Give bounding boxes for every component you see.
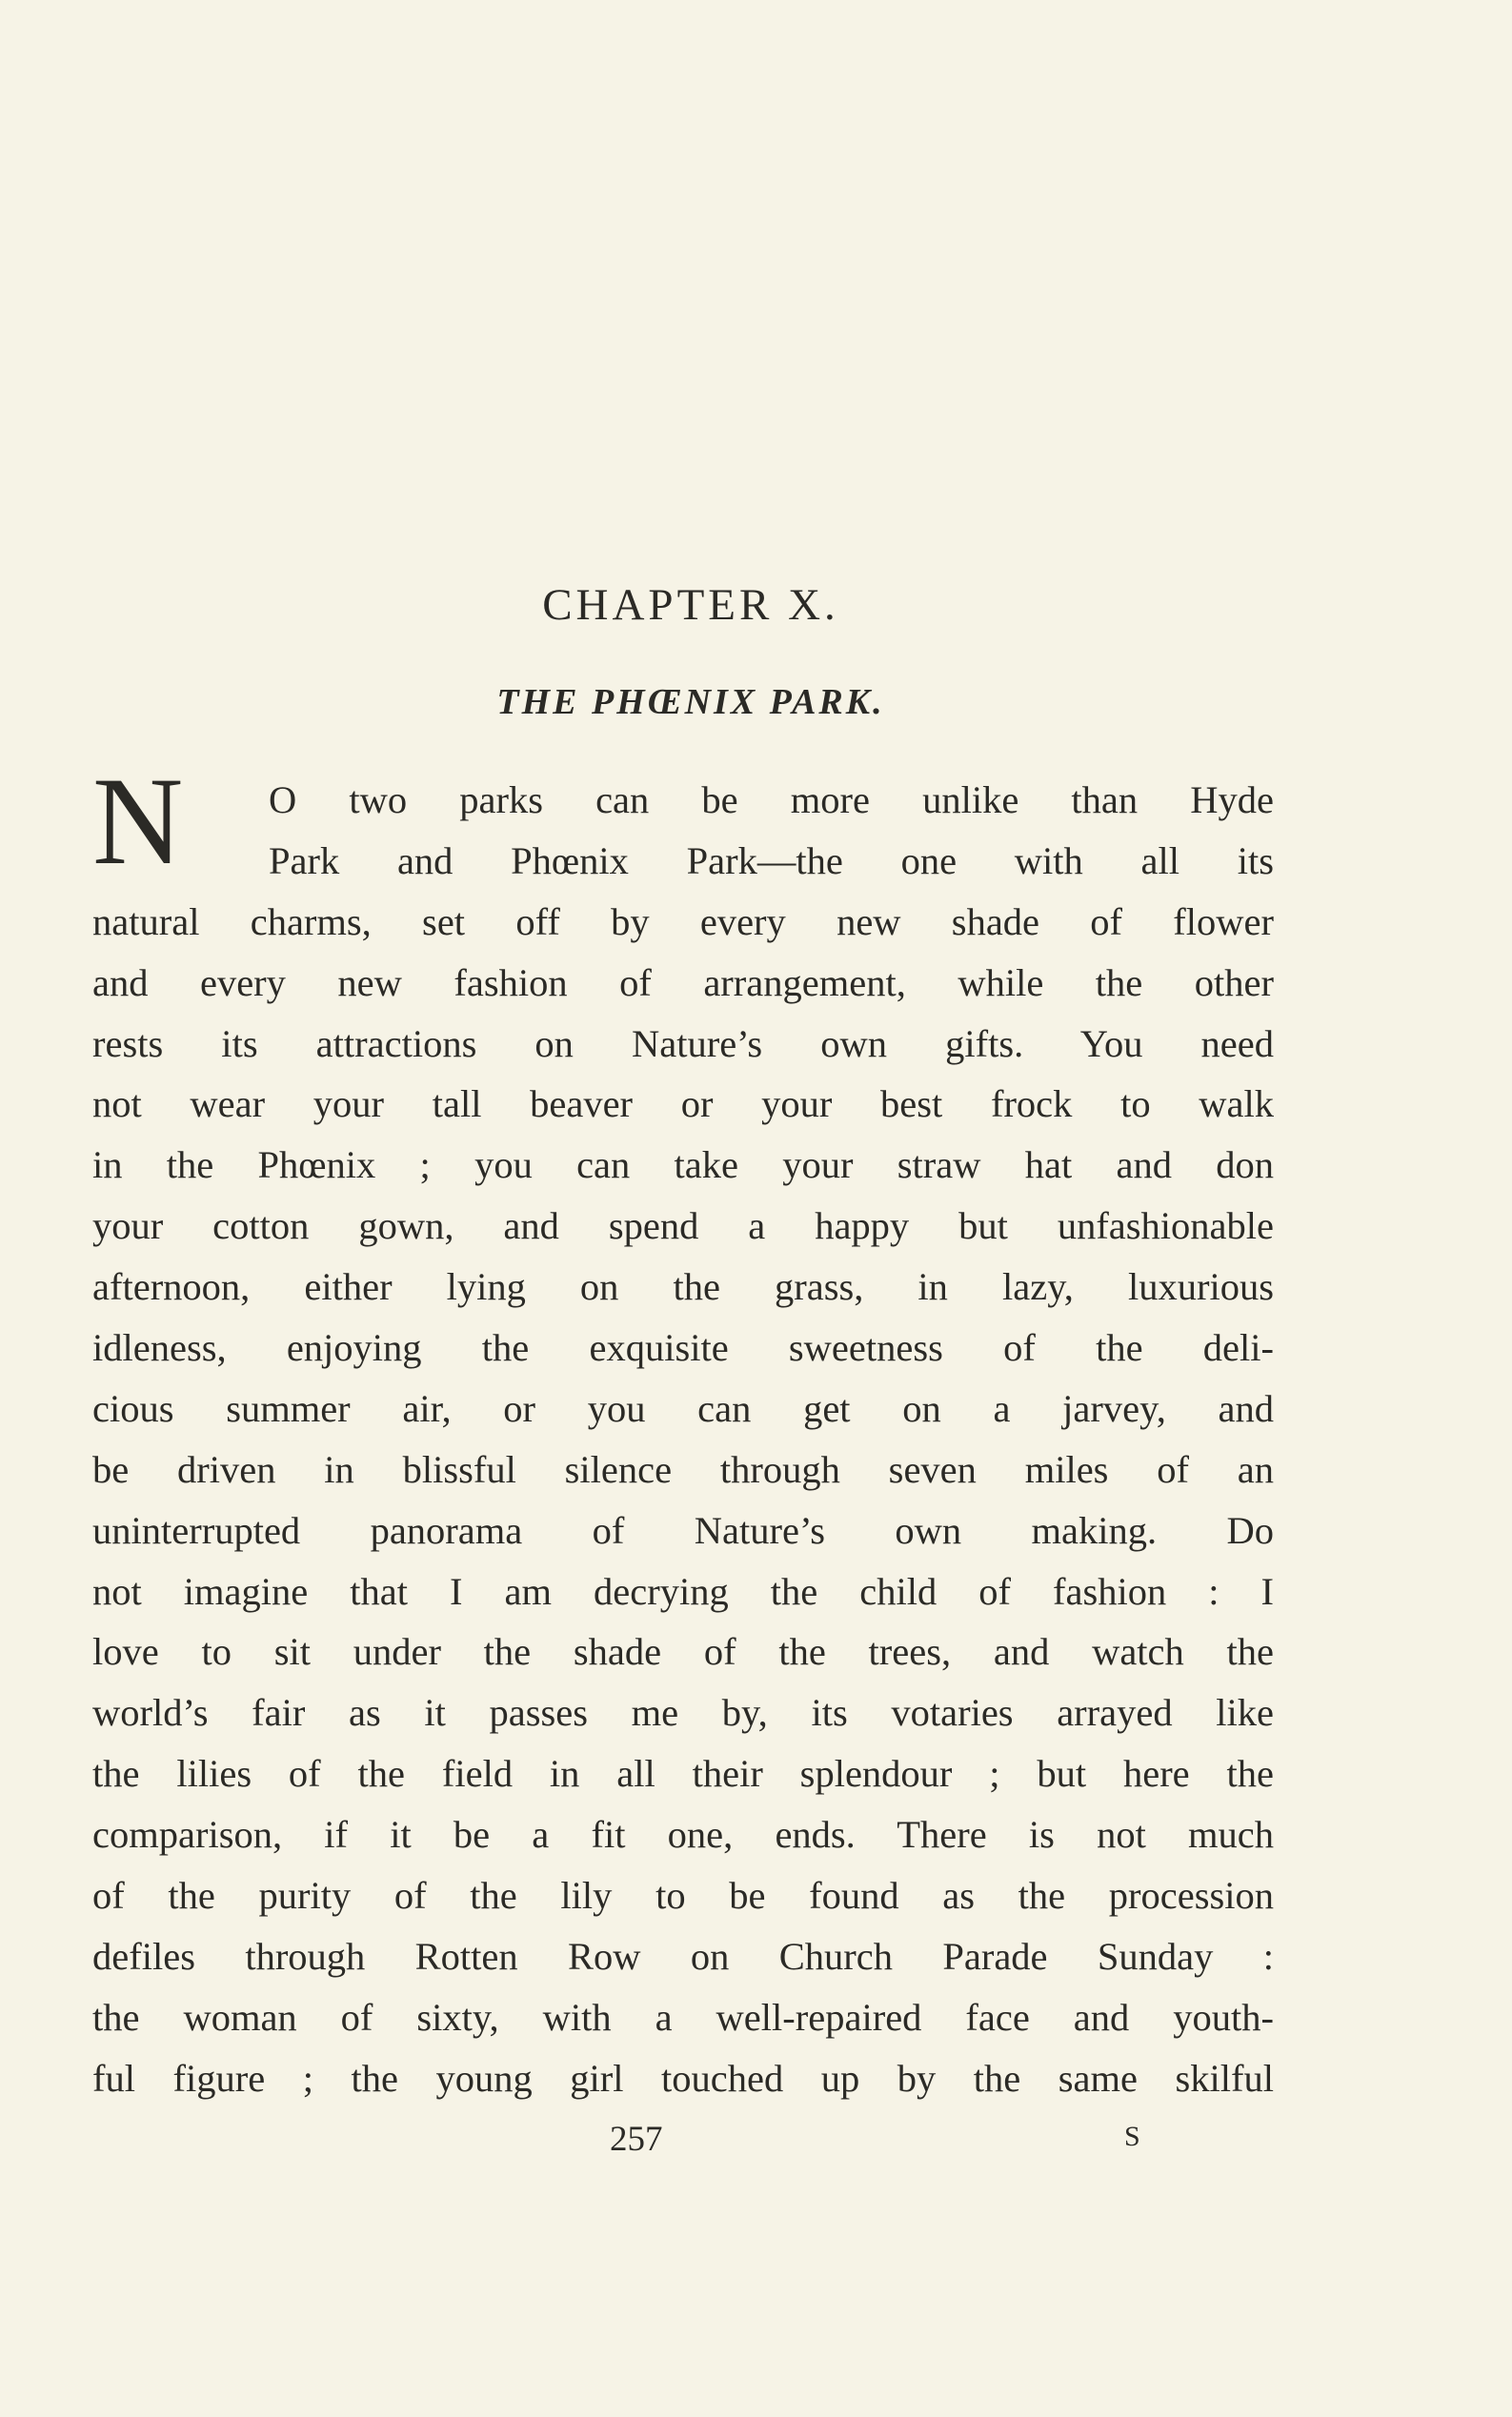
chapter-title: CHAPTER X. bbox=[542, 580, 839, 630]
text-line: O two parks can be more unlike than Hyde bbox=[269, 778, 1274, 821]
text-line: love to sit under the shade of the trees, and watch the bbox=[92, 1630, 1274, 1674]
text-line: uninterrupted panorama of Nature’s own making. Do bbox=[92, 1508, 1274, 1552]
text-line: not wear your tall beaver or your best frock to walk bbox=[92, 1082, 1274, 1126]
text-line: in the Phœnix ; you can take your straw hat and don bbox=[92, 1143, 1274, 1187]
text-line: ful figure ; the young girl touched up by the same skilful bbox=[92, 2056, 1274, 2100]
text-line: the lilies of the field in all their splendour ; but here the bbox=[92, 1752, 1274, 1796]
text-line: and every new fashion of arrangement, while the other bbox=[92, 960, 1274, 1004]
text-line: not imagine that I am decrying the child of fashion : I bbox=[92, 1569, 1274, 1613]
text-line: comparison, if it be a fit one, ends. There is not much bbox=[92, 1813, 1274, 1857]
text-line: of the purity of the lily to be found as the procession bbox=[92, 1874, 1274, 1918]
text-line: natural charms, set off by every new shade of flower bbox=[92, 899, 1274, 943]
text-line: world’s fair as it passes me by, its votaries arrayed like bbox=[92, 1691, 1274, 1735]
page-number: 257 bbox=[610, 2120, 663, 2159]
chapter-subtitle: THE PHŒNIX PARK. bbox=[496, 682, 885, 722]
text-line: idleness, enjoying the exquisite sweetness of the deli- bbox=[92, 1326, 1274, 1370]
text-line: cious summer air, or you can get on a jarvey, and bbox=[92, 1386, 1274, 1430]
text-line: defiles through Rotten Row on Church Parade Sunday : bbox=[92, 1934, 1274, 1978]
text-line: be driven in blissful silence through seven miles of an bbox=[92, 1447, 1274, 1491]
text-line: rests its attractions on Nature’s own gifts. You need bbox=[92, 1021, 1274, 1065]
drop-cap: N bbox=[92, 751, 184, 891]
text-line: afternoon, either lying on the grass, in lazy, luxurious bbox=[92, 1265, 1274, 1309]
body-paragraph bbox=[92, 770, 1274, 2109]
text-line: Park and Phœnix Park—the one with all its bbox=[269, 838, 1274, 882]
text-line: the woman of sixty, with a well-repaired face and youth- bbox=[92, 1995, 1274, 2039]
signature-mark: S bbox=[1124, 2121, 1140, 2152]
text-line: your cotton gown, and spend a happy but unfashionable bbox=[92, 1204, 1274, 1248]
